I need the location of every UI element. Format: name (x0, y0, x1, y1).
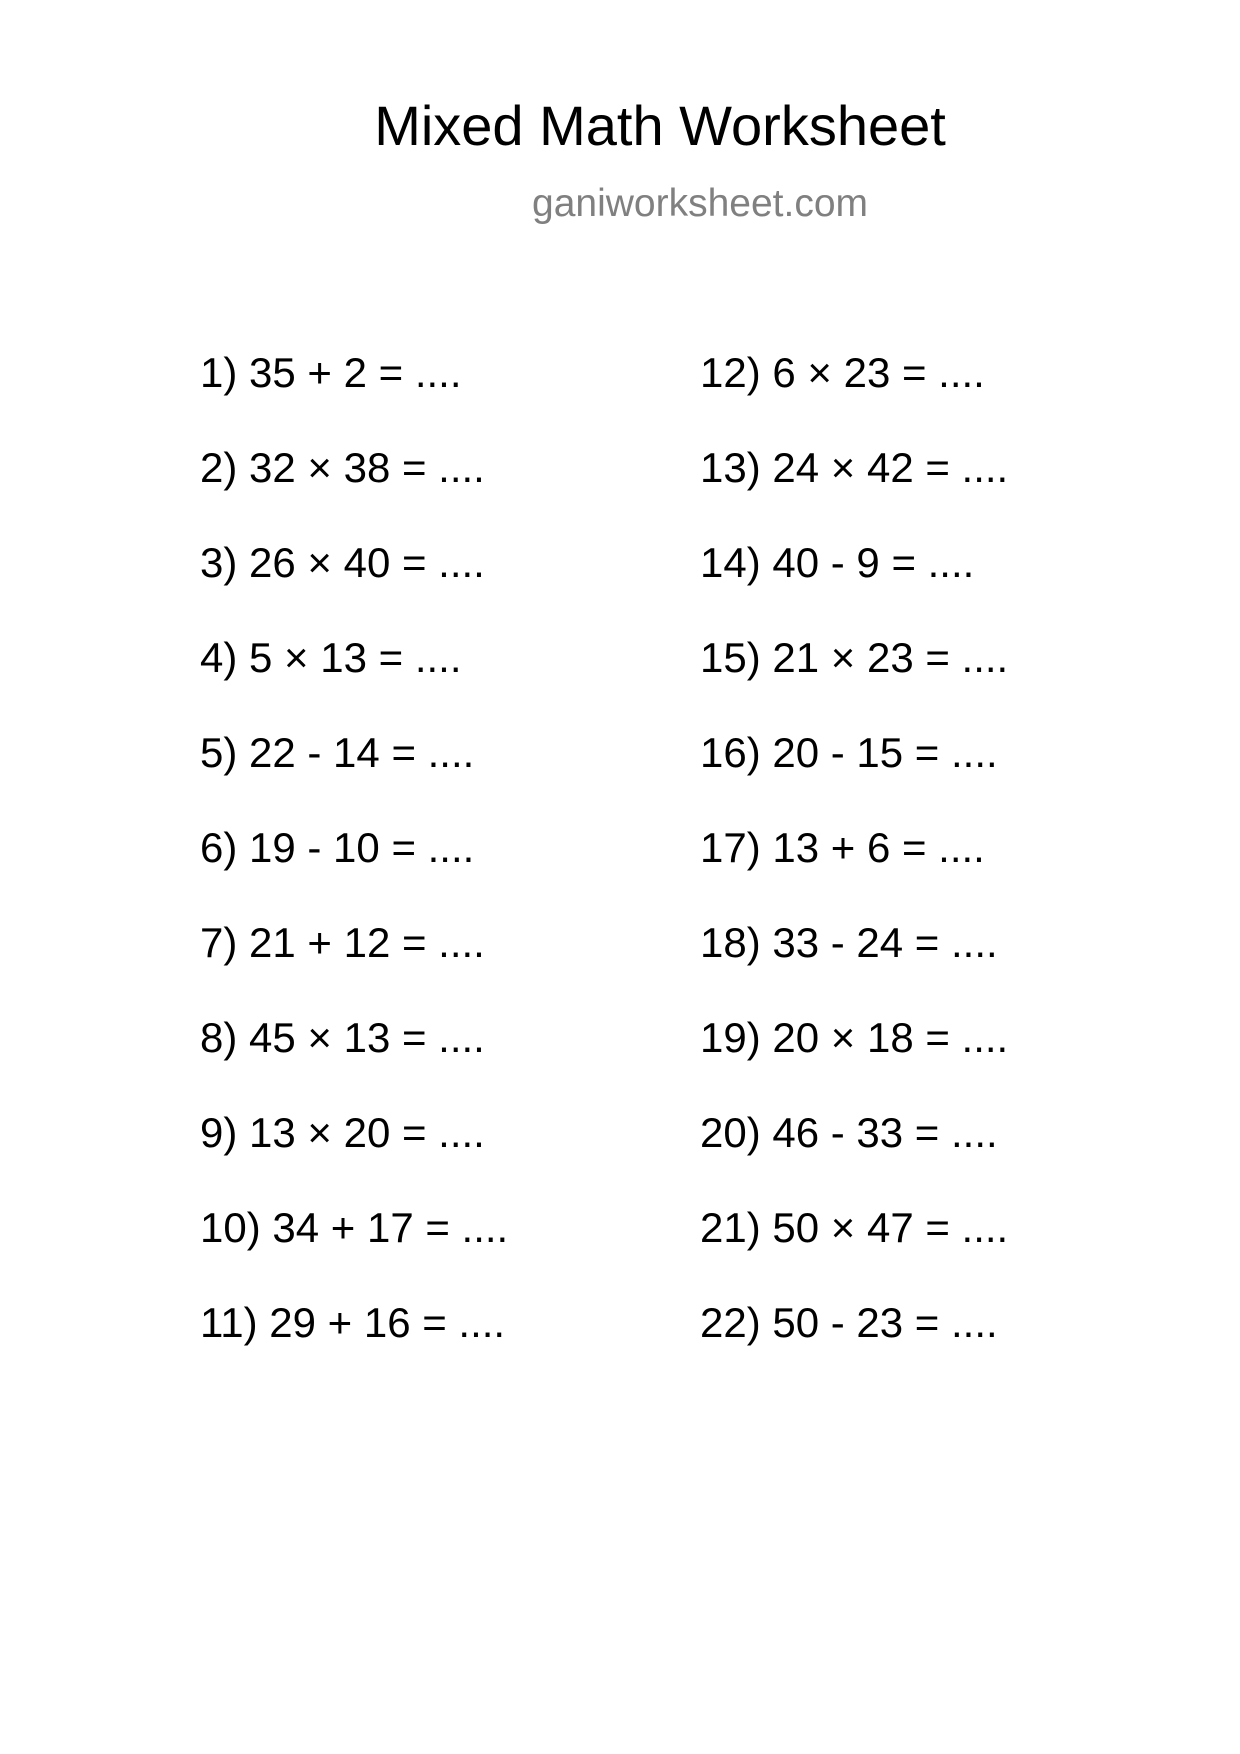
problem-item: 9) 13 × 20 = .... (200, 1109, 485, 1156)
problem-item: 21) 50 × 47 = .... (700, 1204, 1009, 1251)
problem-item: 7) 21 + 12 = .... (200, 919, 485, 966)
problem-column-left (200, 349, 509, 1397)
problem-item: 2) 32 × 38 = .... (200, 444, 485, 491)
problem-item: 1) 35 + 2 = .... (200, 349, 462, 396)
problem-item: 15) 21 × 23 = .... (700, 634, 1009, 681)
problem-item: 11) 29 + 16 = .... (200, 1299, 506, 1346)
problem-column-right (700, 349, 1009, 1397)
problem-item: 18) 33 - 24 = .... (700, 919, 998, 966)
worksheet-title: Mixed Math Worksheet (374, 94, 946, 157)
problem-item: 22) 50 - 23 = .... (700, 1299, 998, 1346)
problem-item: 12) 6 × 23 = .... (700, 349, 985, 396)
worksheet-source: ganiworksheet.com (532, 182, 868, 225)
problem-item: 8) 45 × 13 = .... (200, 1014, 485, 1061)
problem-item: 13) 24 × 42 = .... (700, 444, 1009, 491)
problem-item: 4) 5 × 13 = .... (200, 634, 462, 681)
problem-item: 19) 20 × 18 = .... (700, 1014, 1009, 1061)
problem-item: 17) 13 + 6 = .... (700, 824, 985, 871)
problem-item: 6) 19 - 10 = .... (200, 824, 475, 871)
problem-item: 16) 20 - 15 = .... (700, 729, 998, 776)
problem-item: 20) 46 - 33 = .... (700, 1109, 998, 1156)
problem-item: 14) 40 - 9 = .... (700, 539, 975, 586)
problem-item: 3) 26 × 40 = .... (200, 539, 485, 586)
problem-item: 10) 34 + 17 = .... (200, 1204, 509, 1251)
problem-item: 5) 22 - 14 = .... (200, 729, 475, 776)
